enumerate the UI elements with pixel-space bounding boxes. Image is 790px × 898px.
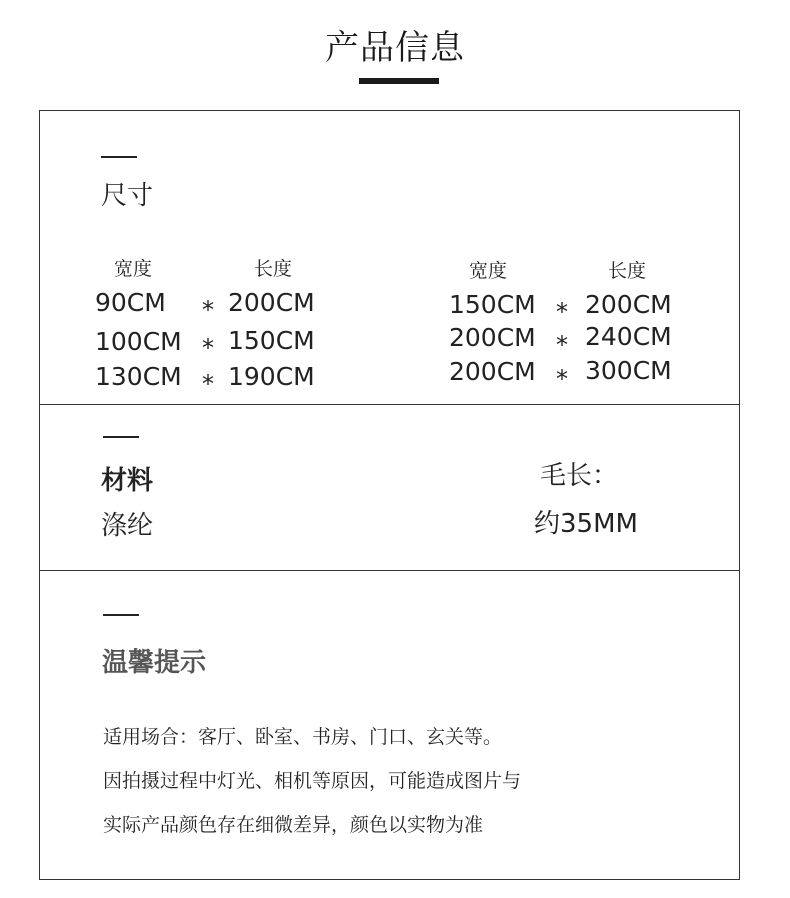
- size-length: 300CM: [585, 356, 672, 385]
- size-separator: *: [202, 370, 214, 398]
- size-width: 200CM: [449, 323, 536, 352]
- tips-heading: 温馨提示: [102, 648, 207, 678]
- width-label: 宽度: [469, 260, 508, 282]
- section-divider: [39, 570, 740, 571]
- title-underline: [359, 78, 439, 84]
- size-length: 200CM: [585, 290, 672, 319]
- size-separator: *: [202, 334, 214, 362]
- material-value: 涤纶: [101, 511, 154, 541]
- size-length: 200CM: [228, 288, 315, 317]
- size-width: 150CM: [449, 290, 536, 319]
- tip-line: 实际产品颜色存在细微差异，颜色以实物为准: [103, 814, 484, 836]
- tip-line: 因拍摄过程中灯光、相机等原因，可能造成图片与: [103, 770, 522, 792]
- size-heading: 尺寸: [101, 181, 154, 211]
- size-width: 100CM: [95, 327, 182, 356]
- length-label: 长度: [254, 258, 293, 280]
- size-separator: *: [556, 298, 568, 326]
- size-width: 130CM: [95, 362, 182, 391]
- width-label: 宽度: [114, 258, 153, 280]
- section-dash: [103, 614, 139, 616]
- size-separator: *: [556, 365, 568, 393]
- size-separator: *: [202, 296, 214, 324]
- length-label: 长度: [608, 260, 647, 282]
- material-heading: 材料: [101, 466, 154, 496]
- page-title: 产品信息: [325, 28, 465, 68]
- size-width: 200CM: [449, 357, 536, 386]
- size-length: 150CM: [228, 326, 315, 355]
- size-length: 240CM: [585, 322, 672, 351]
- size-length: 190CM: [228, 362, 315, 391]
- pile-value: 约35MM: [534, 509, 638, 539]
- size-width: 90CM: [95, 288, 166, 317]
- section-divider: [39, 404, 740, 405]
- pile-label: 毛长：: [540, 461, 619, 491]
- section-dash: [101, 156, 137, 158]
- size-separator: *: [556, 331, 568, 359]
- tip-line: 适用场合：客厅、卧室、书房、门口、玄关等。: [103, 726, 503, 748]
- section-dash: [103, 436, 139, 438]
